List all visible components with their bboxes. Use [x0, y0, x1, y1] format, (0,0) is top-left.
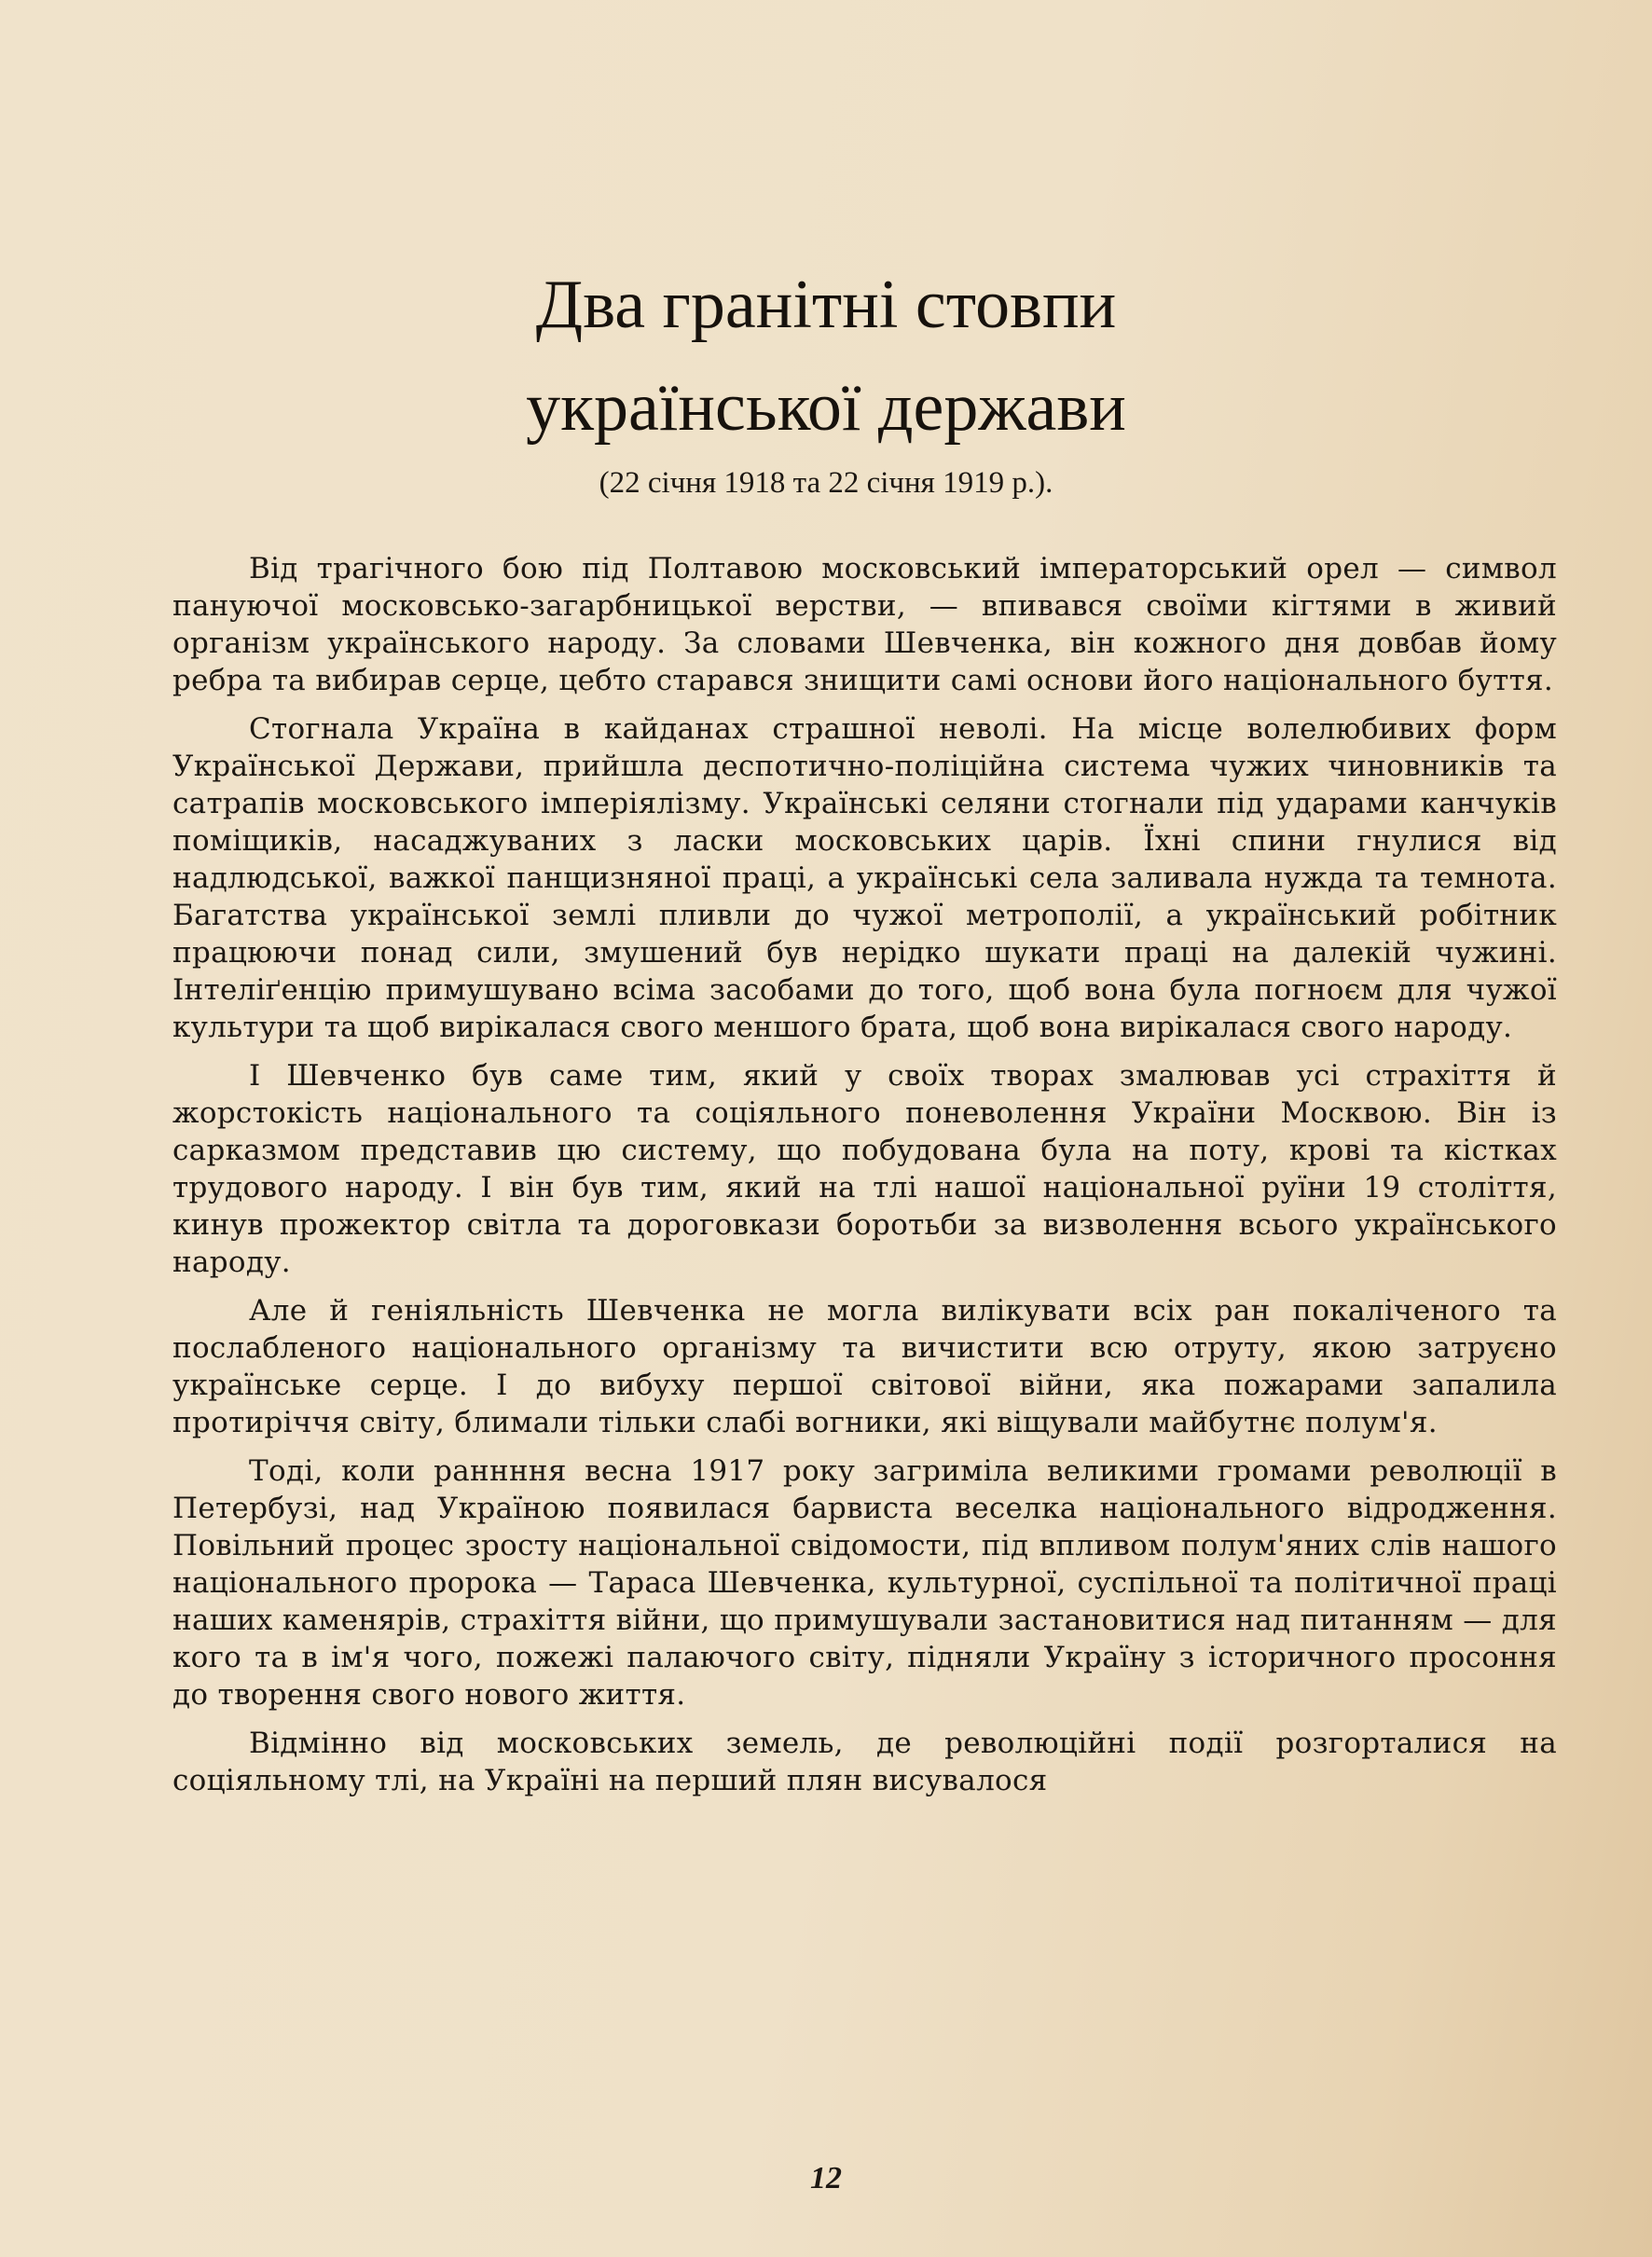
article-body: [172, 550, 1557, 1799]
title-line-1: Два гранітні стовпи: [535, 267, 1117, 343]
subtitle-dates: (22 січня 1918 та 22 січня 1919 р.).: [599, 466, 1053, 500]
paragraph-3: І Шевченко був саме тим, який у своїх творах змалював усі страхіття й жорстокість національного та соціяльного поневолення України Москвою. Він із сарказмом представив цю систему, що побудована була на поту, крові та кістках трудового народу. І він був тим, який на тлі нашої національної руїни 19 століття, кинув прожектор світла та дороговкази боротьби за визволення всього українського народу.: [172, 1059, 1557, 1279]
title-line-2: української держави: [526, 369, 1126, 446]
paragraph-6: Відмінно від московських земель, де революційні події розгорталися на соціяльному тлі, на Україні на перший плян висувалося: [172, 1727, 1557, 1797]
paragraph-1: Від трагічного бою під Полтавою московський імператорський орел — символ пануючої московсько-загарбницької верстви, — впивався своїми кігтями в живий організм українського народу. За словами Шевченка, він кожного дня довбав йому ребра та вибирав серце, цебто старався знищити самі основи його національного буття.: [172, 552, 1557, 697]
page-number: 12: [810, 2161, 842, 2195]
paragraph-2: Стогнала Україна в кайданах страшної неволі. На місце волелюбивих форм Української Держави, прийшла деспотично-поліційна система чужих чиновників та сатрапів московського імперіялізму. Українські селяни стогнали під ударами канчуків поміщиків, насаджуваних з ласки московських царів. Їхні спини гнулися від надлюдської, важкої панщизняної праці, а українські села заливала нужда та темнота. Багатства української землі пливли до чужої метрополії, а український робітник працюючи понад сили, змушений був нерідко шукати праці на далекій чужині. Інтеліґенцію примушувано всіма засобами до того, щоб вона була погноєм для чужої культури та щоб вирікалася свого меншого брата, щоб вона вирікалася свого народу.: [172, 712, 1557, 1044]
paragraph-5: Тоді, коли раннння весна 1917 року загриміла великими громами революції в Петербузі, над Україною появилася барвиста веселка національного відродження. Повільний процес зросту національної свідомости, під впливом полум'яних слів нашого національного пророка — Тараса Шевченка, культурної, суспільної та політичної праці наших каменярів, страхіття війни, що примушували застановитися над питанням — для кого та в ім'я чого, пожежі палаючого світу, підняли Україну з історичного просоння до творення свого нового життя.: [172, 1454, 1557, 1712]
paragraph-4: Але й геніяльність Шевченка не могла вилікувати всіх ран покаліченого та послабленого національного організму та вичистити всю отруту, якою затруєно українське серце. І до вибуху першої світової війни, яка пожарами запалила протиріччя світу, блимали тільки слабі вогники, які віщували майбутнє полум'я.: [172, 1294, 1557, 1439]
